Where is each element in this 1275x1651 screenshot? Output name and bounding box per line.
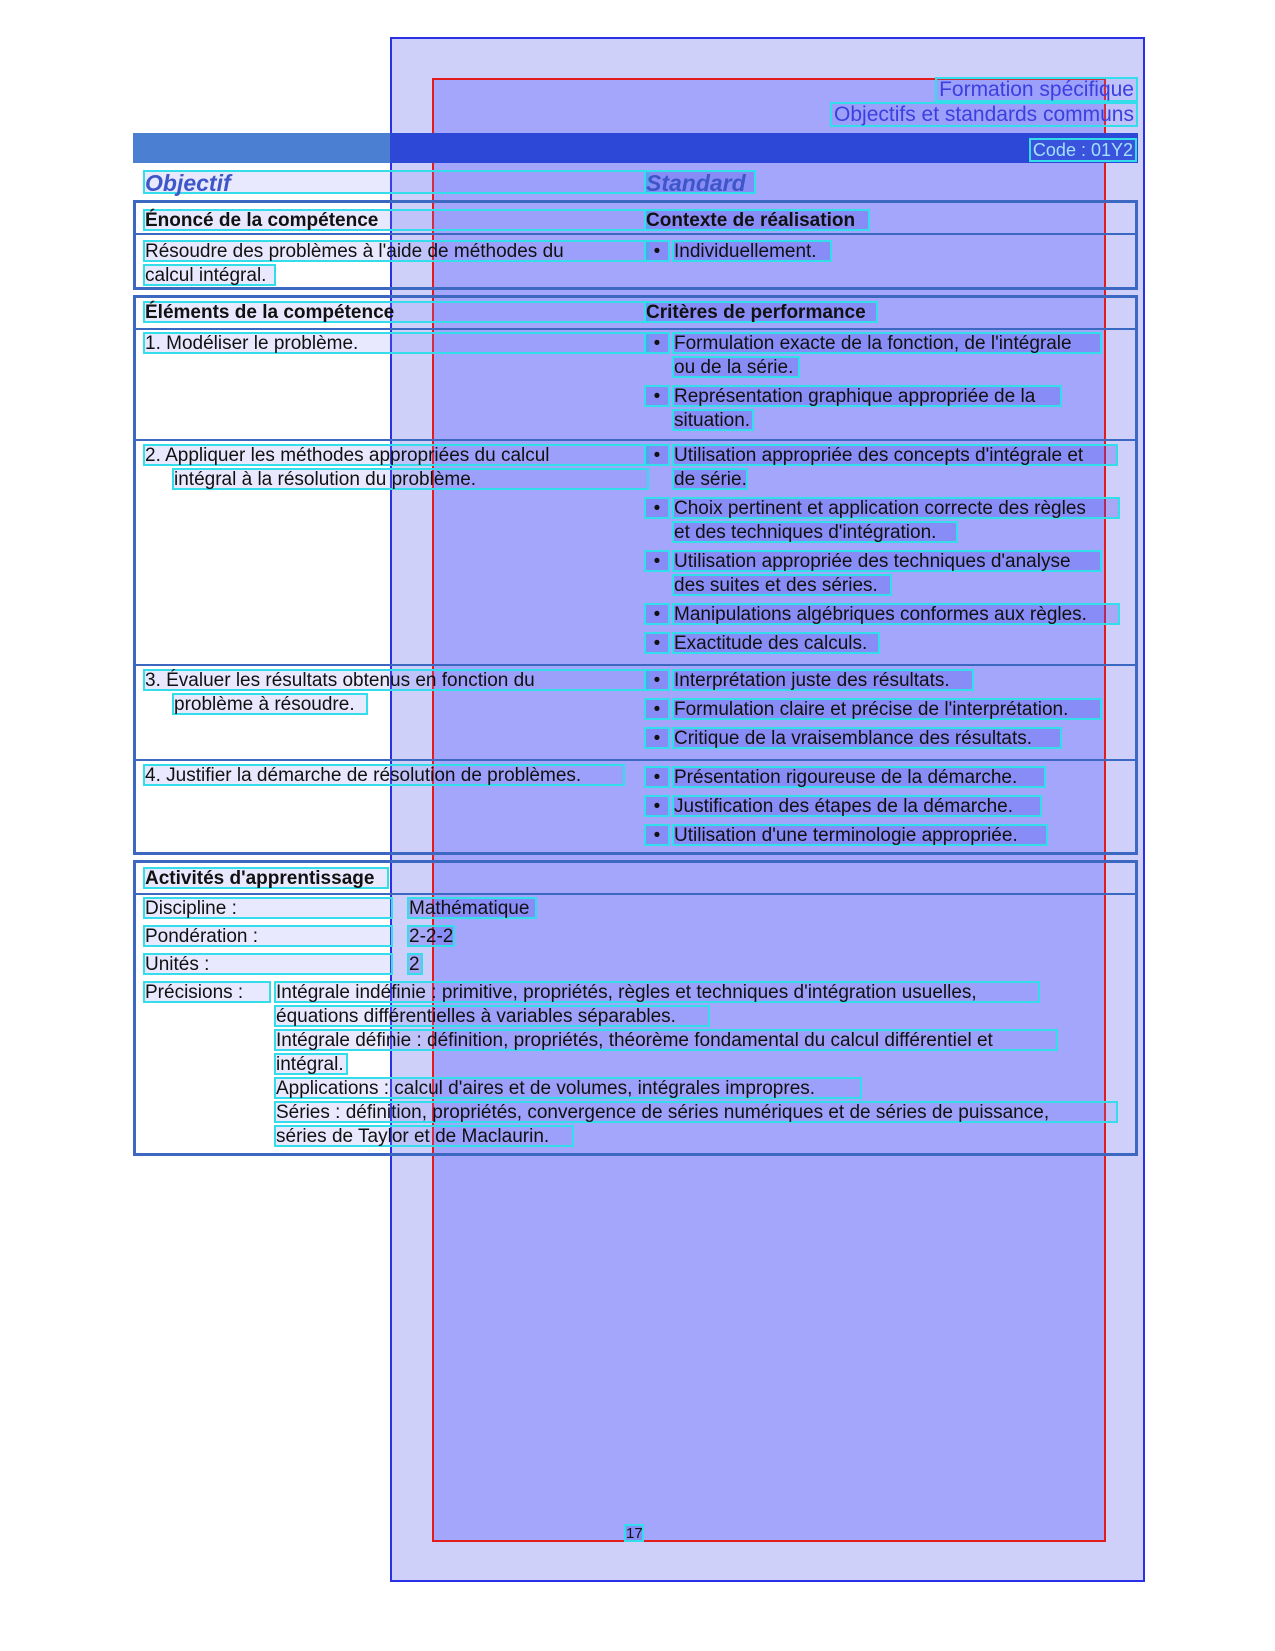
enonce-line1: Résoudre des problèmes à l'aide de méthodes du (143, 240, 649, 262)
critere-2b-line2: et des techniques d'intégration. (672, 521, 958, 543)
precisions-line-5: Applications : calcul d'aires et de volumes, intégrales impropres. (274, 1077, 862, 1099)
element-4: 4. Justifier la démarche de résolution de problèmes. (143, 764, 625, 786)
element-3-line1: 3. Évaluer les résultats obtenus en fonction du (143, 669, 649, 691)
critere-bullet (644, 727, 670, 749)
row-divider-3 (133, 759, 1138, 761)
ponderation-value: 2-2-2 (409, 926, 454, 947)
critere-2a-line2: de série. (674, 469, 747, 490)
critere-4a: Présentation rigoureuse de la démarche. (672, 766, 1046, 788)
critere-bullet (644, 698, 670, 720)
enonce-line2: calcul intégral. (143, 264, 276, 286)
precisions-line-1: Intégrale indéfinie : primitive, propriétés, règles et techniques d'intégration usuelles, (274, 981, 1040, 1003)
header-formation: Formation spécifique (935, 77, 1138, 102)
contexte-heading: Contexte de réalisation (644, 209, 870, 231)
critere-bullet (644, 550, 670, 572)
unites-label: Unités : (143, 953, 393, 975)
unites-value: 2 (407, 953, 423, 975)
element-3-line2: problème à résoudre. (172, 693, 368, 715)
ponderation-label: Pondération : (143, 925, 393, 947)
critere-1a-line1: Formulation exacte de la fonction, de l'intégrale (672, 332, 1102, 354)
critere-4c: Utilisation d'une terminologie appropriée. (672, 824, 1048, 846)
critere-2c-line2: des suites et des séries. (672, 574, 892, 596)
page-number: 17 (626, 1525, 643, 1542)
critere-bullet (644, 766, 670, 788)
critere-bullet (644, 824, 670, 846)
critere-2e: Exactitude des calculs. (672, 632, 880, 654)
criteres-heading: Critères de performance (644, 301, 878, 323)
critere-3c: Critique de la vraisemblance des résultats. (672, 727, 1062, 749)
critere-1b-line1: Représentation graphique appropriée de la (672, 385, 1062, 407)
elements-heading: Éléments de la compétence (143, 301, 649, 323)
critere-2d: Manipulations algébriques conformes aux règles. (672, 603, 1120, 625)
critere-4b: Justification des étapes de la démarche. (672, 795, 1042, 817)
objectif-title: Objectif (143, 170, 649, 194)
critere-3b: Formulation claire et précise de l'interprétation. (672, 698, 1102, 720)
row-divider-2 (133, 664, 1138, 666)
precisions-line-6: Séries : définition, propriétés, convergence de séries numériques et de séries de puissance, (274, 1101, 1118, 1123)
critere-2c-line1: Utilisation appropriée des techniques d'analyse (672, 550, 1102, 572)
critere-bullet (644, 795, 670, 817)
precisions-line-7: séries de Taylor et de Maclaurin. (274, 1125, 574, 1147)
precisions-label: Précisions : (143, 981, 271, 1003)
critere-bullet (644, 444, 670, 466)
element-2-line2: intégral à la résolution du problème. (172, 468, 649, 490)
contexte-bullet-1 (644, 240, 670, 262)
precisions-line-4: intégral. (274, 1053, 348, 1075)
element-2-line1: 2. Appliquer les méthodes appropriées du calcul (143, 444, 649, 466)
activites-heading: Activités d'apprentissage (143, 867, 389, 889)
precisions-line-3: Intégrale définie : définition, propriétés, théorème fondamental du calcul différentiel et (274, 1029, 1058, 1051)
critere-bullet (644, 332, 670, 354)
critere-bullet (644, 632, 670, 654)
precisions-line-2: équations différentielles à variables séparables. (274, 1005, 710, 1027)
code-band-overlay (390, 133, 1138, 163)
course-code: Code : 01Y2 (1029, 138, 1137, 162)
enonce-heading: Énoncé de la compétence (143, 209, 649, 231)
critere-bullet (644, 603, 670, 625)
critere-2a-line1: Utilisation appropriée des concepts d'intégrale et (672, 444, 1118, 466)
discipline-value: Mathématique (407, 897, 537, 919)
standard-title: Standard (644, 170, 756, 194)
contexte-item-1: Individuellement. (672, 240, 832, 262)
discipline-label: Discipline : (143, 897, 393, 919)
critere-1a-line2: ou de la série. (672, 356, 800, 378)
critere-2b-line1: Choix pertinent et application correcte des règles (672, 497, 1120, 519)
critere-bullet (644, 385, 670, 407)
row-divider-1 (133, 439, 1138, 441)
critere-bullet (644, 669, 670, 691)
critere-1b-line2: situation. (672, 409, 754, 431)
critere-3a: Interprétation juste des résultats. (672, 669, 974, 691)
header-objectifs: Objectifs et standards communs (830, 102, 1138, 127)
element-1: 1. Modéliser le problème. (143, 332, 649, 354)
critere-bullet (644, 497, 670, 519)
